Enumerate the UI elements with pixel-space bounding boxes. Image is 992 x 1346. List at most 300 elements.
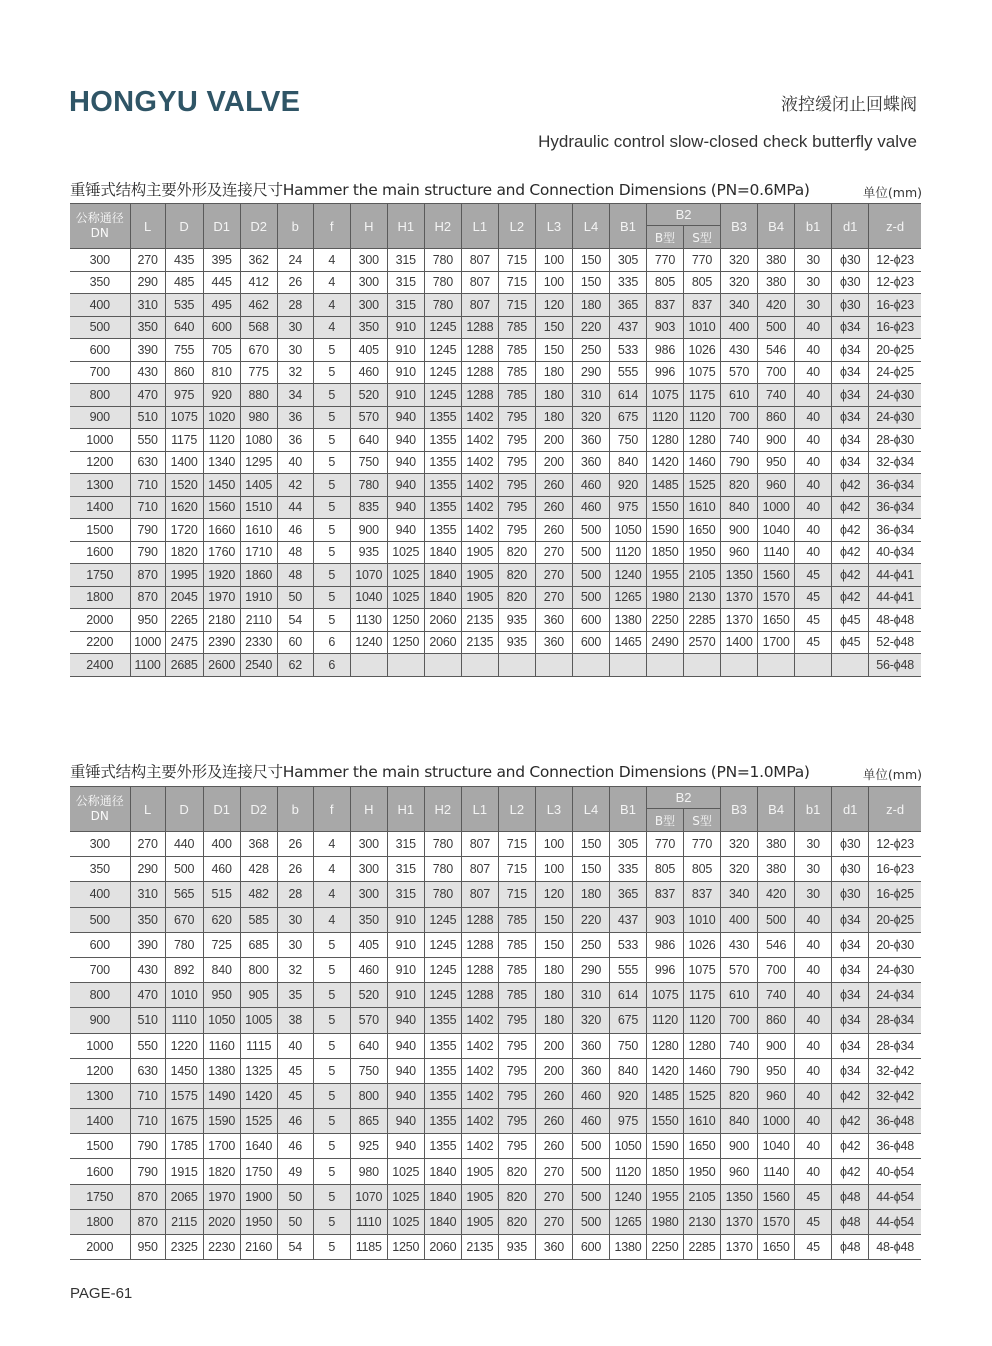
header-b1: b1 [795,204,832,249]
table-cell: 780 [424,857,461,882]
header-l: L [130,787,165,832]
table-caption-pn06: 重锤式结构主要外形及连接尺寸Hammer the main structure and Connection Dimensions (PN=0.6MPa) [70,181,810,199]
table-cell: 46 [277,1134,313,1159]
table-cell: 500 [572,1159,609,1184]
table-cell: 1245 [424,932,461,957]
table-cell: 270 [535,1159,572,1184]
table-cell: 270 [535,541,572,564]
table-cell: 5 [313,1184,350,1209]
table-cell: 785 [498,384,535,407]
table-cell: 40 [795,361,832,384]
table-cell: 420 [758,294,795,317]
table-cell: 4 [313,832,350,857]
table-cell: 1026 [684,339,721,362]
header-dn [70,204,130,249]
table-cell: 40 [795,907,832,932]
table-cell: 5 [313,586,350,609]
table-cell: 1860 [240,564,277,587]
table-cell: 837 [684,882,721,907]
table-cell: 820 [498,586,535,609]
table-cell: 40 [795,316,832,339]
table-cell: 1640 [240,1134,277,1159]
table-cell: 570 [721,361,758,384]
table-cell: 1820 [203,1159,240,1184]
table-row [70,957,921,982]
table-cell: 12-ϕ23 [869,832,921,857]
table-cell: 980 [240,406,277,429]
table-cell: 940 [387,1058,424,1083]
table-cell: 740 [758,384,795,407]
table-cell: 1025 [387,564,424,587]
table-cell: 1905 [461,1184,498,1209]
table-cell: 910 [387,384,424,407]
header-h2: H2 [424,204,461,249]
table-cell: 260 [535,519,572,542]
table-cell: 28 [277,294,313,317]
table-cell: 820 [498,1159,535,1184]
table-cell: 6 [313,631,350,654]
table-cell: 2000 [70,609,130,632]
table-cell: 350 [350,316,387,339]
dimensions-table-pn10 [70,786,921,1260]
table-cell: 1240 [609,564,646,587]
product-title-en: Hydraulic control slow-closed check butterfly valve [538,132,917,151]
table-row [70,586,921,609]
table-cell: 1010 [165,983,203,1008]
header-b2: B2 [647,787,721,809]
table-cell: 40 [795,384,832,407]
table-cell: 510 [130,1008,165,1033]
table-cell: 290 [572,957,609,982]
table-cell: 40-ϕ34 [869,541,921,564]
table-cell: 2285 [684,1235,721,1260]
table-cell: 20-ϕ25 [869,339,921,362]
table-cell: 892 [165,957,203,982]
table-cell: 2400 [70,654,130,677]
table-cell: 2160 [240,1235,277,1260]
table-cell: 300 [70,249,130,272]
table-cell: 32 [277,361,313,384]
table-cell: 1288 [461,957,498,982]
table-cell: 940 [387,451,424,474]
table-cell: 380 [758,249,795,272]
table-cell: ϕ34 [832,957,869,982]
table-cell: 500 [572,1209,609,1234]
table-cell: 1120 [203,429,240,452]
table-cell: 500 [70,316,130,339]
table-cell: 500 [572,519,609,542]
table-cell: 24-ϕ34 [869,983,921,1008]
table-cell: 630 [130,451,165,474]
table-cell: 150 [572,249,609,272]
table-cell: 40 [795,1159,832,1184]
table-cell: 40 [795,474,832,497]
table-cell: 1485 [647,1083,684,1108]
table-cell: 785 [498,983,535,1008]
table-cell: 300 [350,857,387,882]
table-cell: 600 [572,1235,609,1260]
table-cell: 795 [498,1008,535,1033]
table-cell: 30 [277,339,313,362]
table-cell: 715 [498,882,535,907]
table-cell: 1075 [684,957,721,982]
table-cell [684,654,721,677]
table-cell: 1355 [424,406,461,429]
table-cell: 360 [572,1033,609,1058]
table-cell: 820 [498,1209,535,1234]
table-cell [832,654,869,677]
table-cell: 40 [795,451,832,474]
table-header [70,204,921,249]
table-cell: 790 [130,541,165,564]
table-cell: 820 [498,541,535,564]
table-cell: 940 [387,1033,424,1058]
table-cell: 1245 [424,957,461,982]
table-cell: 260 [535,1083,572,1108]
table-cell: 640 [350,1033,387,1058]
table-cell: ϕ34 [832,361,869,384]
table-cell: 1080 [240,429,277,452]
table-cell: 26 [277,857,313,882]
table-header [70,787,921,832]
table-cell: 1850 [647,1159,684,1184]
table-cell: 640 [165,316,203,339]
table-cell: 4 [313,249,350,272]
table-cell: 1500 [70,1134,130,1159]
table-cell: 6 [313,654,350,677]
table-cell: 437 [609,316,646,339]
table-cell: 750 [350,1058,387,1083]
table-cell: 412 [240,271,277,294]
table-cell: 807 [461,832,498,857]
table-cell: 1370 [721,609,758,632]
table-cell: 40 [795,932,832,957]
table-row [70,832,921,857]
header-l1: L1 [461,787,498,832]
table-cell: 940 [387,429,424,452]
table-cell: 1610 [240,519,277,542]
header-d2: D2 [240,787,277,832]
table-cell: 1120 [684,1008,721,1033]
header-b2-btype: B型 [647,809,684,832]
table-cell: ϕ42 [832,564,869,587]
table-cell: 515 [203,882,240,907]
unit-label-pn06: 单位(mm) [862,185,922,200]
table-cell: 750 [609,429,646,452]
table-cell: 30 [795,857,832,882]
table-cell: 50 [277,586,313,609]
table-cell: 1525 [684,1083,721,1108]
table-cell: 795 [498,1033,535,1058]
table-cell: 42 [277,474,313,497]
table-cell: 795 [498,451,535,474]
table-cell: 570 [721,957,758,982]
table-cell: 36-ϕ34 [869,496,921,519]
table-cell: 837 [647,294,684,317]
table-cell: 1610 [684,1109,721,1134]
table-cell: 1355 [424,1033,461,1058]
table-cell: 2540 [240,654,277,677]
table-cell: 555 [609,361,646,384]
table-cell: 1840 [424,586,461,609]
table-cell: 2490 [647,631,684,654]
table-cell: 1355 [424,451,461,474]
header-b1: B1 [609,787,646,832]
table-cell: 44-ϕ54 [869,1209,921,1234]
table-cell: 300 [350,294,387,317]
table-cell: 1280 [647,429,684,452]
table-cell: 870 [130,586,165,609]
table-cell: 1220 [165,1033,203,1058]
table-cell: 740 [758,983,795,1008]
table-cell: 740 [721,1033,758,1058]
table-cell: 1590 [647,519,684,542]
table-cell: 36-ϕ34 [869,519,921,542]
table-cell: 1175 [684,983,721,1008]
table-cell: 1955 [647,1184,684,1209]
table-cell [795,654,832,677]
table-row [70,907,921,932]
table-cell: 48 [277,564,313,587]
table-cell: 700 [70,957,130,982]
table-cell: 290 [572,361,609,384]
table-cell: 905 [240,983,277,1008]
table-cell: 1970 [203,586,240,609]
table-cell: 260 [535,1109,572,1134]
table-cell: 546 [758,932,795,957]
table-cell: 1995 [165,564,203,587]
table-cell: ϕ34 [832,983,869,1008]
table-cell: 795 [498,1083,535,1108]
table-cell: 1402 [461,496,498,519]
header-b3: B3 [721,204,758,249]
table-cell: 1280 [647,1033,684,1058]
table-cell: 1010 [684,907,721,932]
table-cell: 1402 [461,429,498,452]
table-cell: 360 [572,429,609,452]
table-cell: 50 [277,1209,313,1234]
table-cell: 1325 [240,1058,277,1083]
table-cell: 900 [758,1033,795,1058]
table-cell: ϕ48 [832,1235,869,1260]
table-cell: 1600 [70,541,130,564]
table-cell: 320 [721,249,758,272]
table-cell: 5 [313,1159,350,1184]
table-cell: 1525 [684,474,721,497]
table-cell: 500 [572,564,609,587]
table-cell: 940 [387,406,424,429]
table-cell: 30 [795,294,832,317]
table-cell: ϕ30 [832,249,869,272]
table-cell: 180 [535,406,572,429]
header-row [70,787,921,809]
table-cell: 46 [277,1109,313,1134]
table-cell: 807 [461,271,498,294]
table-cell: 1750 [240,1159,277,1184]
table-row [70,496,921,519]
table-cell: 2285 [684,609,721,632]
table-cell: 935 [350,541,387,564]
table-cell: 740 [721,429,758,452]
table-cell: 600 [203,316,240,339]
table-cell: 405 [350,932,387,957]
table-cell: 1400 [165,451,203,474]
table-cell: 150 [572,832,609,857]
table-cell: 900 [70,406,130,429]
table-cell: 2130 [684,586,721,609]
table-cell: 180 [535,1008,572,1033]
table-cell: 1500 [70,519,130,542]
table-cell: 2060 [424,1235,461,1260]
table-cell: 1970 [203,1184,240,1209]
table-row [70,857,921,882]
table-cell: 910 [387,957,424,982]
table-cell: 950 [758,451,795,474]
table-cell: 1240 [609,1184,646,1209]
table-cell: 100 [535,249,572,272]
table-cell: 315 [387,832,424,857]
table-cell: 807 [461,882,498,907]
table-cell: 1700 [758,631,795,654]
table-cell: 200 [535,429,572,452]
table-cell: 45 [277,1083,313,1108]
table-cell: 710 [130,1109,165,1134]
table-cell: 36-ϕ48 [869,1109,921,1134]
table-cell: 960 [721,541,758,564]
table-cell: 1250 [387,631,424,654]
table-cell: 1840 [424,1209,461,1234]
table-cell: 485 [165,271,203,294]
table-cell: 28-ϕ34 [869,1008,921,1033]
table-cell: 820 [721,1083,758,1108]
table-cell: 5 [313,1134,350,1159]
table-cell: 1920 [203,564,240,587]
table-cell: 795 [498,519,535,542]
table-cell: 2135 [461,631,498,654]
table-cell: 36 [277,406,313,429]
table-cell: 390 [130,932,165,957]
table-cell: 20-ϕ25 [869,907,921,932]
table-cell: 40 [277,451,313,474]
table-cell: 5 [313,496,350,519]
table-cell: 500 [70,907,130,932]
table-cell: 5 [313,429,350,452]
header-b2: B2 [647,204,721,226]
table-cell: 5 [313,564,350,587]
table-cell: 1245 [424,316,461,339]
table-cell: 940 [387,1083,424,1108]
header-dn-en: DN [90,226,109,240]
table-cell: 315 [387,882,424,907]
table-cell: 5 [313,1209,350,1234]
table-cell: 1245 [424,907,461,932]
table-cell: 44-ϕ41 [869,586,921,609]
table-cell: 200 [535,1033,572,1058]
table-cell: 1402 [461,1083,498,1108]
table-cell: 1820 [165,541,203,564]
table-cell: 700 [70,361,130,384]
table-cell: 1355 [424,496,461,519]
table-cell: 805 [684,857,721,882]
table-cell: 305 [609,249,646,272]
table-cell: 1075 [647,983,684,1008]
table-cell: 1120 [609,541,646,564]
table-cell: 996 [647,361,684,384]
table-cell: 1120 [684,406,721,429]
table-cell: 350 [70,271,130,294]
table-cell: 1140 [758,1159,795,1184]
header-b2-btype: B型 [647,226,684,249]
table-cell: ϕ48 [832,1209,869,1234]
header-b1: b1 [795,787,832,832]
table-cell: 555 [609,957,646,982]
table-cell: 5 [313,519,350,542]
table-cell: 50 [277,1184,313,1209]
table-cell: 2180 [203,609,240,632]
table-cell: ϕ34 [832,339,869,362]
table-cell: 710 [130,496,165,519]
table-cell: 45 [795,564,832,587]
table-cell: 1300 [70,1083,130,1108]
table-cell: 535 [165,294,203,317]
table-cell: 1300 [70,474,130,497]
table-cell: 1010 [684,316,721,339]
table-cell: 790 [130,1159,165,1184]
table-cell: ϕ30 [832,294,869,317]
table-cell: 1100 [130,654,165,677]
table-cell: 870 [130,564,165,587]
table-cell: 315 [387,857,424,882]
table-cell: 710 [130,1083,165,1108]
table-cell: 568 [240,316,277,339]
table-cell: 2570 [684,631,721,654]
table-cell: 1140 [758,541,795,564]
table-cell: 940 [387,496,424,519]
table-cell: 180 [572,294,609,317]
table-cell: 460 [572,474,609,497]
table-cell: 445 [203,271,240,294]
table-cell: ϕ34 [832,1008,869,1033]
table-cell: 800 [70,983,130,1008]
table-cell: 270 [535,1209,572,1234]
table-cell: 837 [647,882,684,907]
table-cell: 1070 [350,564,387,587]
table-cell: 5 [313,339,350,362]
table-cell: 960 [721,1159,758,1184]
table-cell: 903 [647,907,684,932]
table-cell: 310 [572,384,609,407]
table-cell: 1575 [165,1083,203,1108]
table-cell: 365 [609,294,646,317]
table-cell: 1120 [647,1008,684,1033]
table-cell: 180 [535,361,572,384]
table-cell: 40 [795,429,832,452]
table-cell: 1465 [609,631,646,654]
table-cell: 950 [758,1058,795,1083]
table-row [70,339,921,362]
table-cell: 700 [721,406,758,429]
table-cell: 950 [203,983,240,1008]
table-cell: 870 [130,1184,165,1209]
table-cell: 430 [721,932,758,957]
table-cell: 5 [313,541,350,564]
table-cell: 860 [758,1008,795,1033]
table-cell: 1355 [424,1058,461,1083]
table-cell: 840 [609,451,646,474]
table-cell: 1288 [461,983,498,1008]
table-cell: 5 [313,957,350,982]
table-cell: 30 [795,271,832,294]
